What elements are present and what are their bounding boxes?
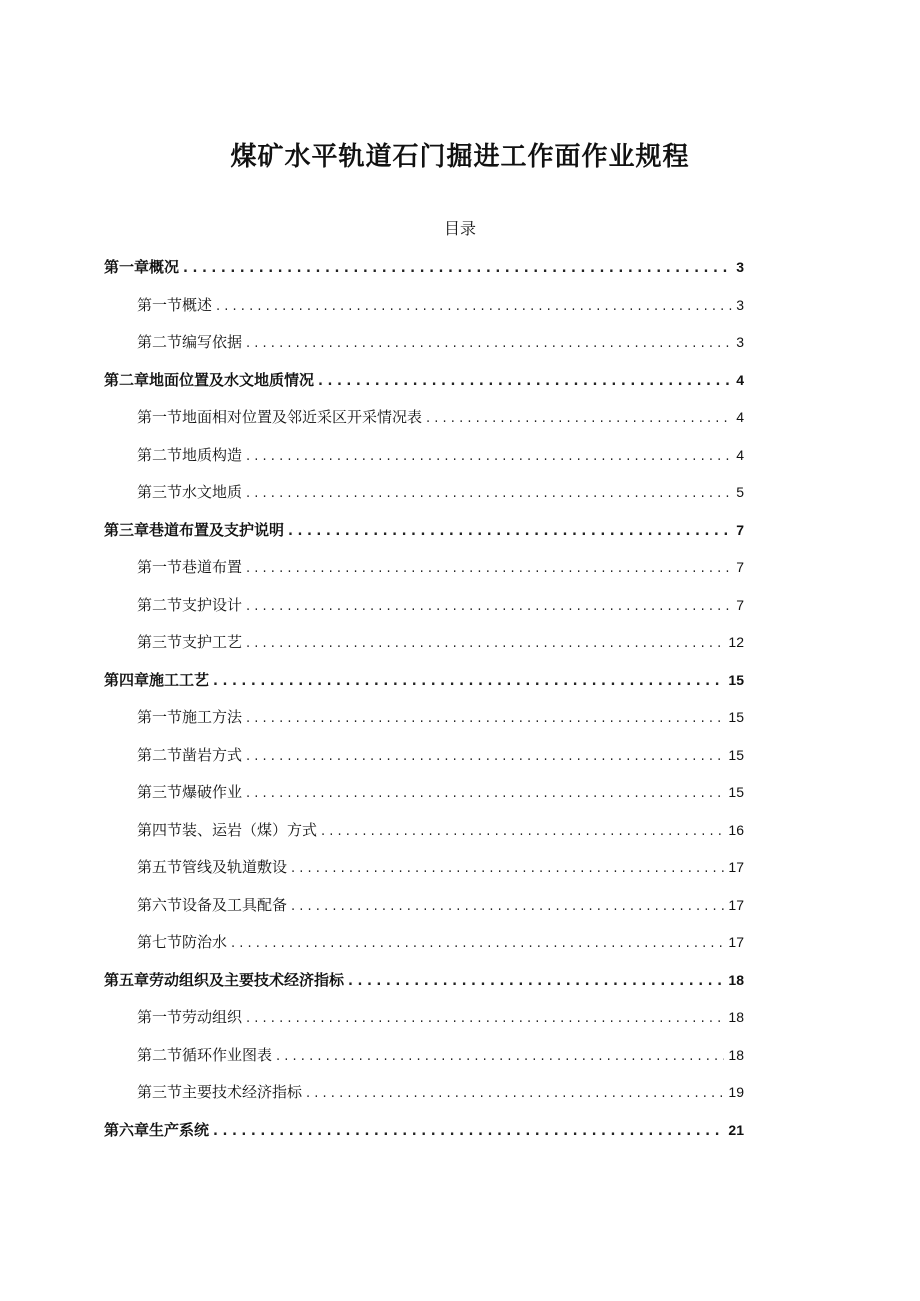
toc-entry-page-number: 7 — [736, 559, 744, 575]
toc-chapter-entry[interactable] — [104, 519, 744, 557]
toc-section-entry[interactable] — [104, 819, 744, 857]
toc-dot-leader — [246, 786, 724, 801]
toc-section-entry[interactable] — [104, 1006, 744, 1044]
toc-chapter-entry[interactable] — [104, 1119, 744, 1157]
toc-entry-label: 第六节设备及工具配备 — [137, 895, 288, 914]
toc-entry-page-number: 17 — [728, 859, 744, 875]
toc-chapter-entry[interactable] — [104, 669, 744, 707]
toc-entry-page-number: 7 — [736, 521, 744, 538]
toc-dot-leader — [246, 449, 732, 464]
toc-section-entry[interactable] — [104, 444, 744, 482]
toc-entry-label: 第一节施工方法 — [137, 708, 243, 726]
toc-section-entry[interactable] — [104, 331, 744, 369]
toc-entry-label: 第一节地面相对位置及邻近采区开采情况表 — [137, 408, 423, 426]
toc-entry-page-number: 4 — [736, 446, 744, 463]
toc-dot-leader — [213, 674, 724, 689]
toc-entry-label: 第二节循环作业图表 — [137, 1045, 273, 1064]
table-of-contents — [104, 256, 744, 1156]
toc-entry-label: 第六章生产系统 — [104, 1120, 210, 1139]
toc-entry-label: 第四节装、运岩（煤）方式 — [137, 820, 318, 839]
toc-entry-page-number: 3 — [736, 259, 744, 275]
toc-dot-leader — [246, 336, 732, 351]
toc-dot-leader — [246, 636, 724, 651]
toc-section-entry[interactable] — [104, 894, 744, 932]
toc-dot-leader — [348, 974, 724, 989]
toc-entry-page-number: 16 — [728, 821, 744, 838]
toc-dot-leader — [216, 299, 732, 314]
toc-section-entry[interactable] — [104, 594, 744, 632]
toc-entry-page-number: 12 — [728, 634, 744, 650]
toc-dot-leader — [288, 524, 732, 539]
toc-dot-leader — [426, 411, 732, 426]
toc-section-entry[interactable] — [104, 931, 744, 969]
toc-dot-leader — [276, 1049, 724, 1064]
toc-heading: 目录 — [443, 219, 476, 238]
toc-entry-label: 第五章劳动组织及主要技术经济指标 — [104, 970, 345, 989]
toc-entry-label: 第四章施工工艺 — [104, 670, 210, 689]
toc-dot-leader — [213, 1124, 724, 1139]
toc-entry-page-number: 21 — [728, 1121, 744, 1138]
toc-entry-label: 第五节管线及轨道敷设 — [137, 858, 288, 876]
toc-section-entry[interactable] — [104, 1081, 744, 1119]
toc-entry-page-number: 15 — [728, 671, 744, 688]
toc-dot-leader — [246, 711, 724, 726]
toc-entry-label: 第二节凿岩方式 — [137, 745, 243, 764]
toc-entry-label: 第三节主要技术经济指标 — [137, 1083, 303, 1101]
toc-entry-label: 第二章地面位置及水文地质情况 — [104, 370, 315, 389]
toc-dot-leader — [231, 936, 724, 951]
toc-dot-leader — [246, 1011, 724, 1026]
toc-section-entry[interactable] — [104, 556, 744, 594]
toc-entry-page-number: 5 — [736, 484, 744, 500]
toc-entry-page-number: 7 — [736, 596, 744, 613]
toc-dot-leader — [318, 374, 732, 389]
toc-entry-label: 第三节支护工艺 — [137, 633, 243, 651]
toc-entry-page-number: 4 — [736, 371, 744, 388]
toc-entry-label: 第一节概述 — [137, 295, 213, 314]
toc-section-entry[interactable] — [104, 294, 744, 332]
toc-entry-label: 第三章巷道布置及支护说明 — [104, 520, 285, 539]
toc-dot-leader — [291, 861, 724, 876]
toc-entry-label: 第二节地质构造 — [137, 445, 243, 464]
toc-entry-label: 第二节支护设计 — [137, 595, 243, 614]
toc-entry-page-number: 17 — [728, 934, 744, 950]
toc-entry-page-number: 19 — [728, 1084, 744, 1100]
toc-chapter-entry[interactable] — [104, 369, 744, 407]
toc-entry-page-number: 18 — [728, 1046, 744, 1063]
toc-entry-page-number: 18 — [728, 971, 744, 988]
toc-entry-page-number: 3 — [736, 296, 744, 313]
toc-entry-label: 第三节水文地质 — [137, 483, 243, 501]
toc-section-entry[interactable] — [104, 631, 744, 669]
toc-entry-page-number: 18 — [728, 1009, 744, 1025]
toc-chapter-entry[interactable] — [104, 256, 744, 294]
toc-entry-label: 第一节劳动组织 — [137, 1008, 243, 1026]
toc-entry-label: 第一节巷道布置 — [137, 558, 243, 576]
toc-section-entry[interactable] — [104, 481, 744, 519]
toc-section-entry[interactable] — [104, 406, 744, 444]
toc-section-entry[interactable] — [104, 744, 744, 782]
toc-entry-label: 第二节编写依据 — [137, 333, 243, 351]
toc-dot-leader — [246, 561, 732, 576]
toc-entry-page-number: 3 — [736, 334, 744, 350]
toc-entry-label: 第三节爆破作业 — [137, 783, 243, 801]
toc-dot-leader — [183, 261, 732, 276]
toc-entry-page-number: 4 — [736, 409, 744, 425]
toc-section-entry[interactable] — [104, 856, 744, 894]
toc-dot-leader — [306, 1086, 724, 1101]
document-title: 煤矿水平轨道石门掘进工作面作业规程 — [230, 142, 690, 172]
toc-dot-leader — [321, 824, 724, 839]
toc-entry-label: 第七节防治水 — [137, 933, 228, 951]
toc-dot-leader — [291, 899, 724, 914]
toc-dot-leader — [246, 749, 724, 764]
toc-entry-page-number: 15 — [728, 709, 744, 725]
toc-entry-page-number: 15 — [728, 784, 744, 800]
toc-entry-label: 第一章概况 — [104, 258, 180, 276]
toc-entry-page-number: 15 — [728, 746, 744, 763]
toc-entry-page-number: 17 — [728, 896, 744, 913]
toc-dot-leader — [246, 486, 732, 501]
toc-chapter-entry[interactable] — [104, 969, 744, 1007]
toc-section-entry[interactable] — [104, 1044, 744, 1082]
toc-section-entry[interactable] — [104, 706, 744, 744]
toc-section-entry[interactable] — [104, 781, 744, 819]
toc-dot-leader — [246, 599, 732, 614]
